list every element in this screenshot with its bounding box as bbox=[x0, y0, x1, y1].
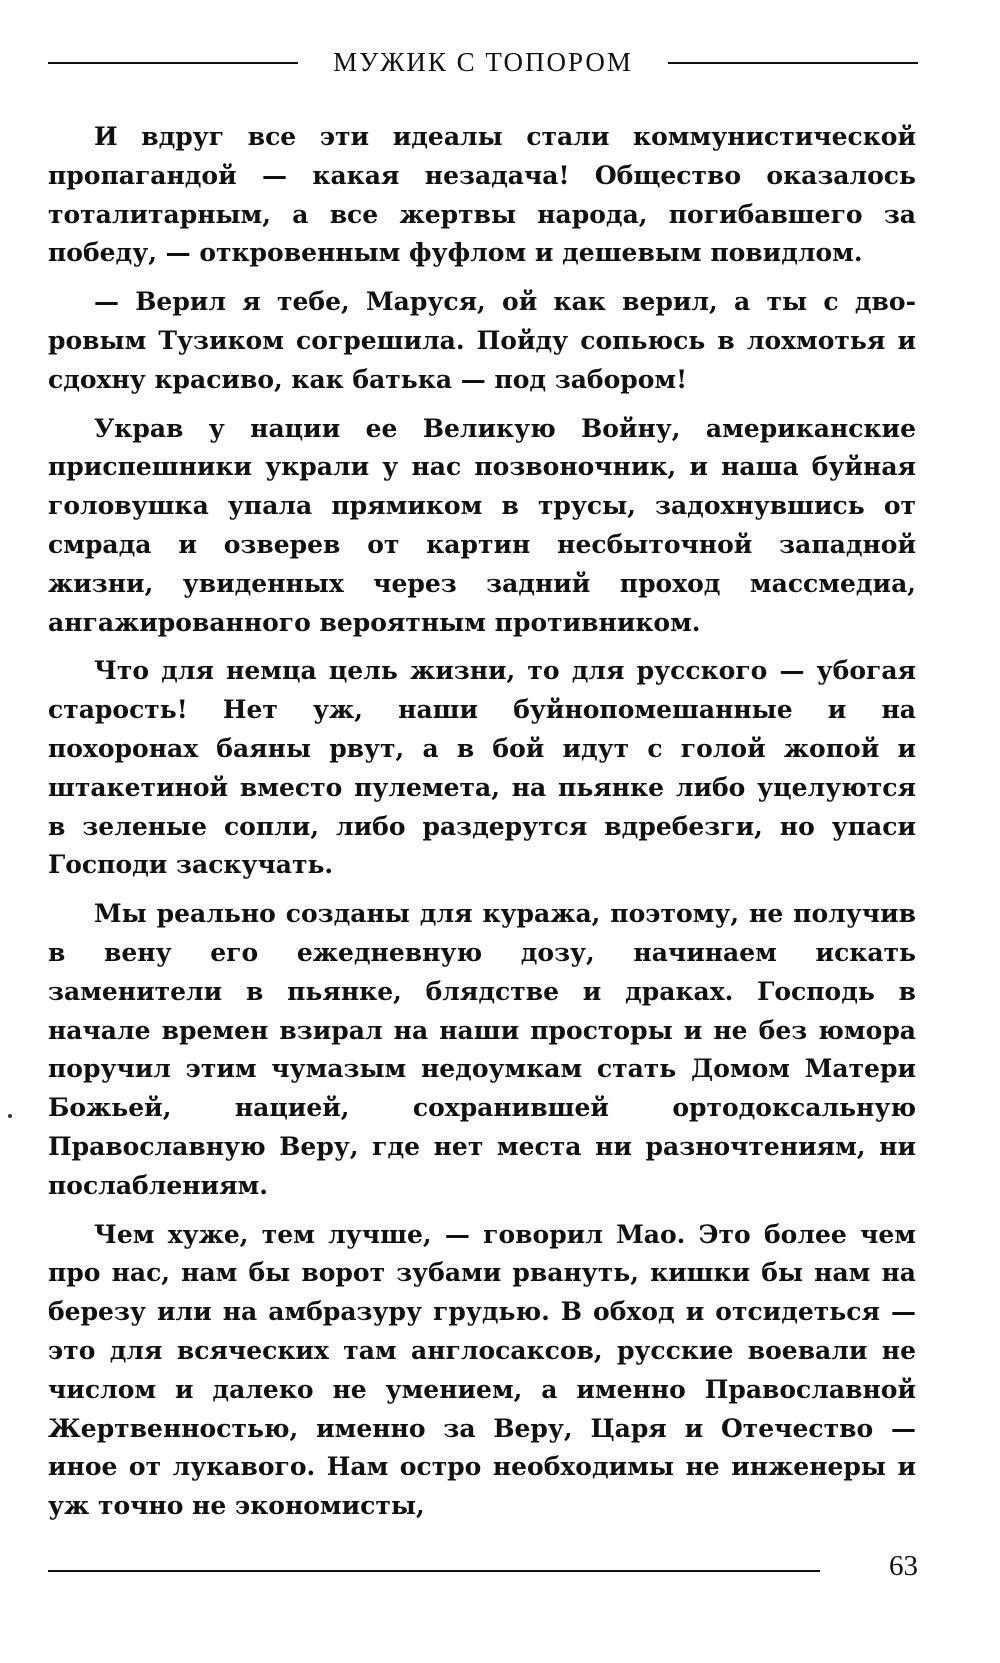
paragraph: Мы реально созданы для куража, поэтому, не получив в вену его ежедневную дозу, начинаем искать заменители в пьянке, блядстве и драках. Господь в начале времен взирал на наши просторы и не без юмора поручил этим чумазым недоумкам стать Домом Матери Божьей, нацией, сохранившей ортодоксальную Православную Веру, где нет места ни разночтениям, ни послаблениям. bbox=[48, 899, 916, 1200]
paragraph: Чем хуже, тем лучше, — говорил Мао. Это более чем про нас, нам бы ворот зубами рвануть, кишки бы нам на березу или на амбразуру грудью. В обход и отсидеться — это для всяческих там англосаксов, русские воевали не числом и далеко не умением, а именно Православной Жертвенностью, именно за Веру, Царя и Отечество — иное от лукавого. Нам остро необходимы не инженеры и уж точно не экономисты, bbox=[48, 1219, 916, 1521]
page-header bbox=[48, 42, 918, 82]
paragraph: Украв у нации ее Великую Войну, американские приспешники украли у нас позвоночник, и наша буйная головушка упала прямиком в трусы, задохнувшись от смрада и озверев от картин несбыточной западной жизни, увиденных через задний проход массмедиа, ангажированного вероятным противником. bbox=[48, 413, 916, 637]
footer-rule bbox=[48, 1570, 820, 1572]
paragraph: Что для немца цель жизни, то для русского — убогая старость! Нет уж, наши буйнопомешанные и на похоронах баяны рвут, а в бой идут с голой жопой и штакетиной вместо пулемета, на пьянке либо уцелуются в зеленые сопли, либо раздерутся вдребезги, но упаси Господи заскучать. bbox=[48, 656, 916, 880]
header-rule-left bbox=[48, 62, 298, 64]
running-title: МУЖИК С ТОПОРОМ bbox=[333, 47, 633, 77]
paragraph: И вдруг все эти идеалы стали коммунистической пропагандой — какая незадача! Общество оказалось тоталитарным, а все жертвы народа, погибавшего за победу, — откровенным фуфлом и дешевым повидлом. bbox=[48, 122, 916, 268]
page-number: 63 bbox=[889, 1550, 918, 1582]
paragraph: — Верил я тебе, Маруся, ой как верил, а ты с дворовым Тузиком согрешила. Пойду сопьюсь в лохмотья и сдохну красиво, как батька — под забором! bbox=[48, 287, 916, 394]
margin-speck bbox=[8, 1114, 12, 1118]
body-text bbox=[48, 118, 916, 1536]
page-footer bbox=[48, 1540, 918, 1580]
header-rule-right bbox=[668, 62, 918, 64]
